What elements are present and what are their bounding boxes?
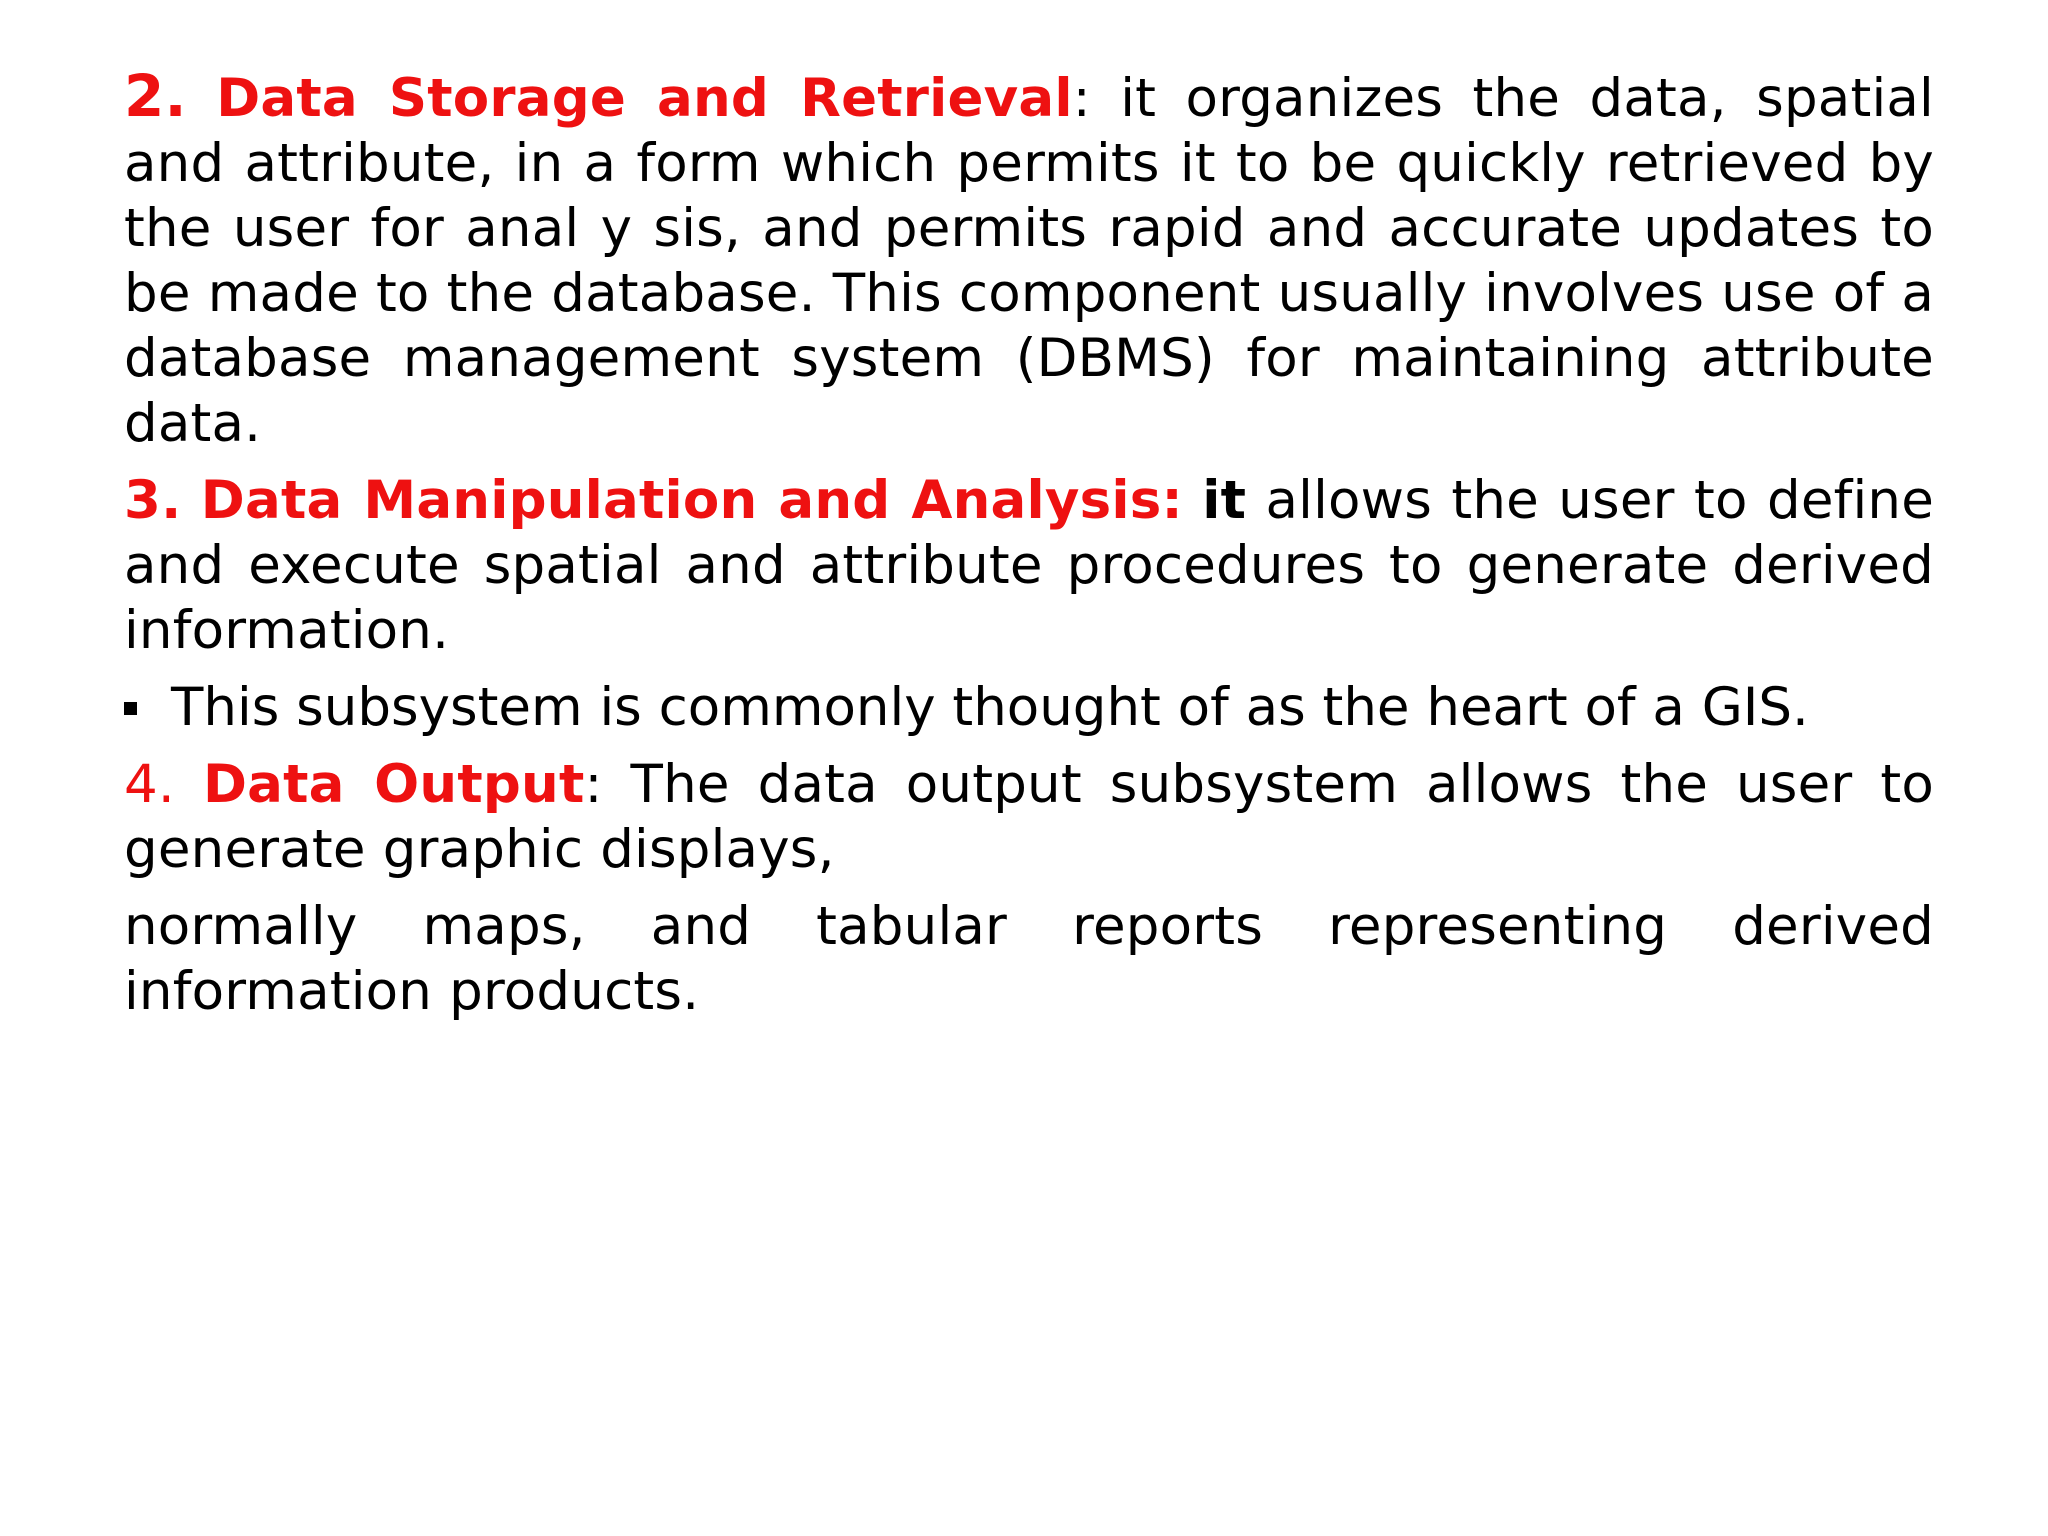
section-number: 2. [124,62,187,130]
bullet-item [124,675,1934,740]
square-bullet-icon [124,702,137,715]
section-title: Data Manipulation and Analysis: [200,470,1183,531]
title-colon: : [584,754,603,815]
section-body: allows the user to define and execute spatial and attribute procedures to generate derived information. [124,470,1935,661]
section-data-output [124,752,1934,882]
section-body: The data output subsystem allows the user to generate graphic displays, [124,754,1934,880]
slide-content [124,64,1934,1036]
section-title: Data Storage and Retrieval [216,68,1073,129]
section-number: 3. [124,470,182,531]
bullet-text: This subsystem is commonly thought of as the heart of a GIS. [171,677,1809,738]
section-body: it organizes the data, spatial and attribute, in a form which permits it to be quickly retrieved by the user for anal y sis, and permits rapid and accurate updates to be made to the database. This component usually involves use of a database management system (DBMS) for maintaining attribute data. [124,68,1934,454]
section-title: Data Output [202,754,585,815]
section-data-storage [124,64,1934,456]
section-lead-word: it [1202,470,1247,531]
section-number: 4. [124,754,175,815]
title-colon: : [1072,68,1091,129]
section-output-continuation: normally maps, and tabular reports representing derived information products. [124,896,1934,1022]
section-data-analysis [124,468,1934,663]
